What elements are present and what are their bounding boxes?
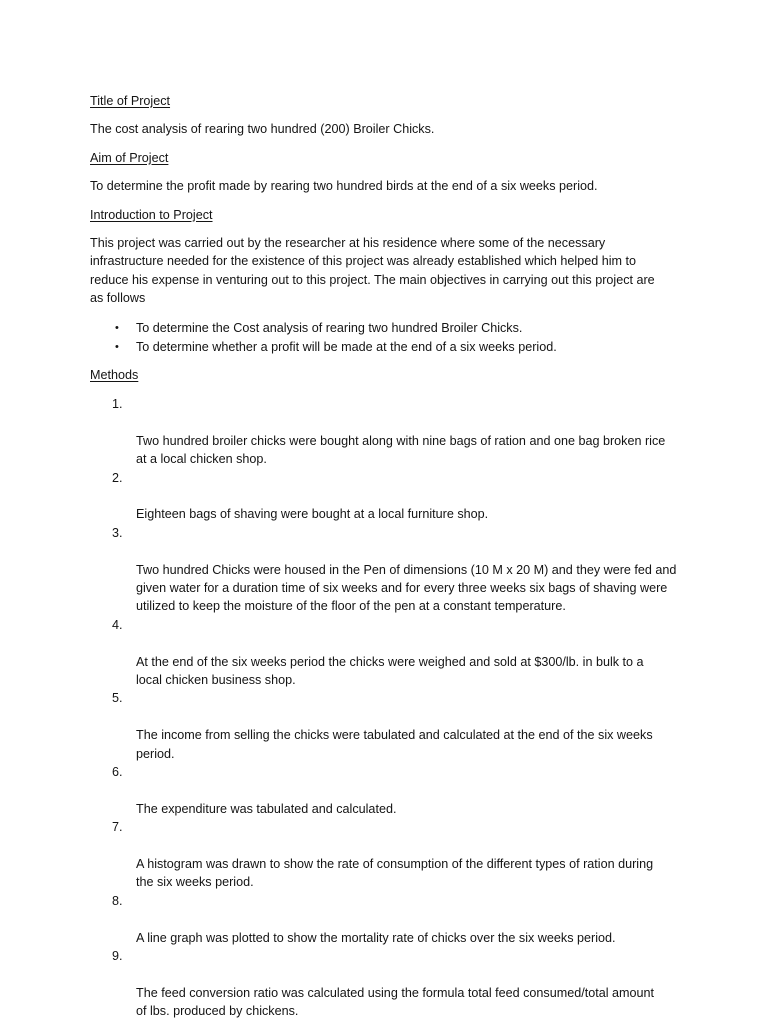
list-item: [90, 689, 690, 763]
list-item: [90, 763, 690, 818]
method-text: A line graph was plotted to show the mortality rate of chicks over the six weeks period.: [136, 930, 616, 945]
objective-text: To determine whether a profit will be made at the end of a six weeks period.: [136, 340, 557, 355]
list-number: 2.: [112, 470, 123, 485]
list-item: [90, 319, 690, 337]
list-number: 1.: [112, 396, 123, 411]
document-body: [90, 92, 690, 1021]
list-number: 6.: [112, 765, 123, 779]
list-item: [90, 616, 690, 690]
methods-list: [90, 395, 690, 1021]
method-text: At the end of the six weeks period the chicks were weighed and sold at $300/lb. in bulk to a local chicken business shop.: [136, 654, 644, 687]
method-text: The expenditure was tabulated and calculated.: [136, 801, 397, 816]
method-text: The feed conversion ratio was calculated using the formula total feed consumed/total amount of lbs. produced by chickens.: [136, 985, 655, 1019]
list-item: [90, 395, 690, 469]
bullet-icon: •: [115, 321, 119, 334]
method-text: Two hundred broiler chicks were bought along with nine bags of ration and one bag broken rice at a local chicken shop.: [136, 433, 666, 467]
title-text: The cost analysis of rearing two hundred (200) Broiler Chicks.: [90, 122, 435, 137]
list-number: 8.: [112, 893, 123, 908]
list-number: 7.: [112, 820, 123, 835]
list-item: [90, 947, 690, 1021]
list-item: [90, 892, 690, 947]
list-item: [90, 338, 690, 356]
method-text: Eighteen bags of shaving were bought at a local furniture shop.: [136, 507, 489, 522]
list-number: 9.: [112, 949, 123, 964]
objectives-list: [90, 319, 690, 357]
aim-heading: Aim of Project: [90, 150, 169, 165]
intro-text: This project was carried out by the researcher at his residence where some of the necessary infrastructure needed for the existence of this project was already established which helped him to reduce his expense in venturing out to this project. The main objectives in carrying out this project are as follows: [90, 236, 655, 306]
list-item: [90, 818, 690, 892]
objective-text: To determine the Cost analysis of rearing two hundred Broiler Chicks.: [136, 320, 523, 335]
list-item: [90, 469, 690, 524]
method-text: A histogram was drawn to show the rate of consumption of the different types of ration during the six weeks period.: [136, 857, 654, 890]
list-number: 4.: [112, 617, 123, 632]
method-text: The income from selling the chicks were tabulated and calculated at the end of the six weeks period.: [136, 728, 653, 761]
list-number: 3.: [112, 525, 123, 540]
aim-text: To determine the profit made by rearing two hundred birds at the end of a six weeks period.: [90, 179, 598, 194]
title-heading: Title of Project: [90, 94, 171, 108]
methods-heading: Methods: [90, 368, 139, 383]
list-number: 5.: [112, 691, 123, 706]
list-item: [90, 524, 690, 616]
bullet-icon: •: [115, 341, 119, 354]
method-text: Two hundred Chicks were housed in the Pen of dimensions (10 M x 20 M) and they were fed and given water for a duration time of six weeks and for every three weeks six bags of shaving were utilized to keep the moisture of the floor of the pen at a constant temperature.: [136, 562, 677, 614]
intro-heading: Introduction to Project: [90, 207, 213, 222]
